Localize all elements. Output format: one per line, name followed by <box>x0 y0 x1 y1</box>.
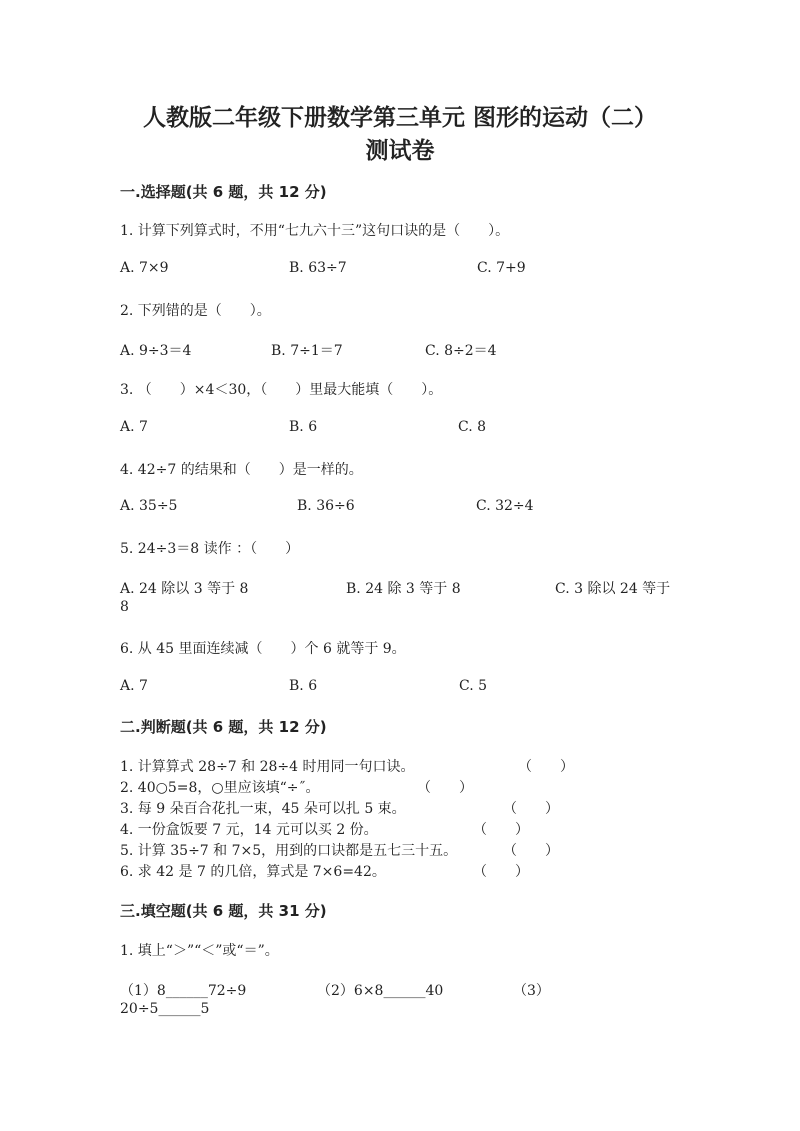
section-heading-choice: 一.选择题(共 6 题，共 12 分) <box>120 183 327 201</box>
judge-item-4-text: 4. 一份盒饭要 7 元，14 元可以买 2 份。 <box>120 822 378 838</box>
choice-q3-option-c: C. 8 <box>458 419 487 435</box>
judge-item-6-paren: （ ） <box>473 864 529 880</box>
judge-item-1-text: 1. 计算算式 28÷7 和 28÷4 时用同一句口诀。 <box>120 759 415 775</box>
choice-q6-option-b: B. 6 <box>289 678 318 694</box>
judge-item-1-paren: （ ） <box>518 759 574 775</box>
judge-item-2-paren: （ ） <box>417 780 473 796</box>
choice-q6-option-c: C. 5 <box>459 678 488 694</box>
choice-q4-option-b: B. 36÷6 <box>297 498 355 514</box>
choice-q5-option-c-wrap: 8 <box>120 599 129 615</box>
judge-item-2-text: 2. 40○5=8，○里应该填“÷˝。 <box>120 780 320 796</box>
choice-question-1: 1. 计算下列算式时，不用“七九六十三”这句口诀的是（ ）。 <box>120 223 510 239</box>
choice-q4-option-a: A. 35÷5 <box>120 498 178 514</box>
page-title-line2: 测试卷 <box>365 137 435 164</box>
choice-q5-option-b: B. 24 除 3 等于 8 <box>346 581 461 597</box>
choice-question-2: 2. 下列错的是（ ）。 <box>120 303 271 319</box>
judge-item-5-text: 5. 计算 35÷7 和 7×5，用到的口诀都是五七三十五。 <box>120 843 458 859</box>
choice-q1-option-a: A. 7×9 <box>120 260 169 276</box>
section-heading-judge: 二.判断题(共 6 题，共 12 分) <box>120 718 327 736</box>
choice-q6-option-a: A. 7 <box>120 678 148 694</box>
choice-q1-option-b: B. 63÷7 <box>289 260 347 276</box>
choice-question-3: 3. （ ）×4＜30，（ ）里最大能填（ ）。 <box>120 382 443 398</box>
judge-item-3-text: 3. 每 9 朵百合花扎一束，45 朵可以扎 5 束。 <box>120 801 406 817</box>
judge-item-6-text: 6. 求 42 是 7 的几倍，算式是 7×6=42。 <box>120 864 386 880</box>
choice-q2-option-a: A. 9÷3＝4 <box>120 343 192 359</box>
choice-question-4: 4. 42÷7 的结果和（ ）是一样的。 <box>120 462 363 478</box>
choice-question-5: 5. 24÷3＝8 读作 ：（ ） <box>120 541 300 557</box>
choice-q3-option-b: B. 6 <box>289 419 318 435</box>
choice-q5-option-c: C. 3 除以 24 等于 <box>555 581 671 597</box>
fill-q1-part-2: （2）6×8______40 <box>317 983 444 999</box>
fill-q1-part-1: （1）8______72÷9 <box>120 983 247 999</box>
fill-q1-part-3-wrap: 20÷5______5 <box>120 1001 210 1017</box>
choice-question-6: 6. 从 45 里面连续减（ ）个 6 就等于 9。 <box>120 641 406 657</box>
choice-q5-option-a: A. 24 除以 3 等于 8 <box>120 581 249 597</box>
judge-item-4-paren: （ ） <box>473 822 529 838</box>
judge-item-3-paren: （ ） <box>503 801 559 817</box>
fill-q1-part-3: （3） <box>513 983 550 999</box>
choice-q1-option-c: C. 7+9 <box>477 260 526 276</box>
choice-q2-option-b: B. 7÷1＝7 <box>271 343 343 359</box>
choice-q2-option-c: C. 8÷2＝4 <box>425 343 497 359</box>
section-heading-fill: 三.填空题(共 6 题，共 31 分) <box>120 902 327 920</box>
page-title-line1: 人教版二年级下册数学第三单元 图形的运动（二） <box>142 104 657 131</box>
choice-q4-option-c: C. 32÷4 <box>476 498 534 514</box>
fill-question-1: 1. 填上“＞”“＜”或“＝”。 <box>120 943 279 959</box>
choice-q3-option-a: A. 7 <box>120 419 148 435</box>
judge-item-5-paren: （ ） <box>503 843 559 859</box>
